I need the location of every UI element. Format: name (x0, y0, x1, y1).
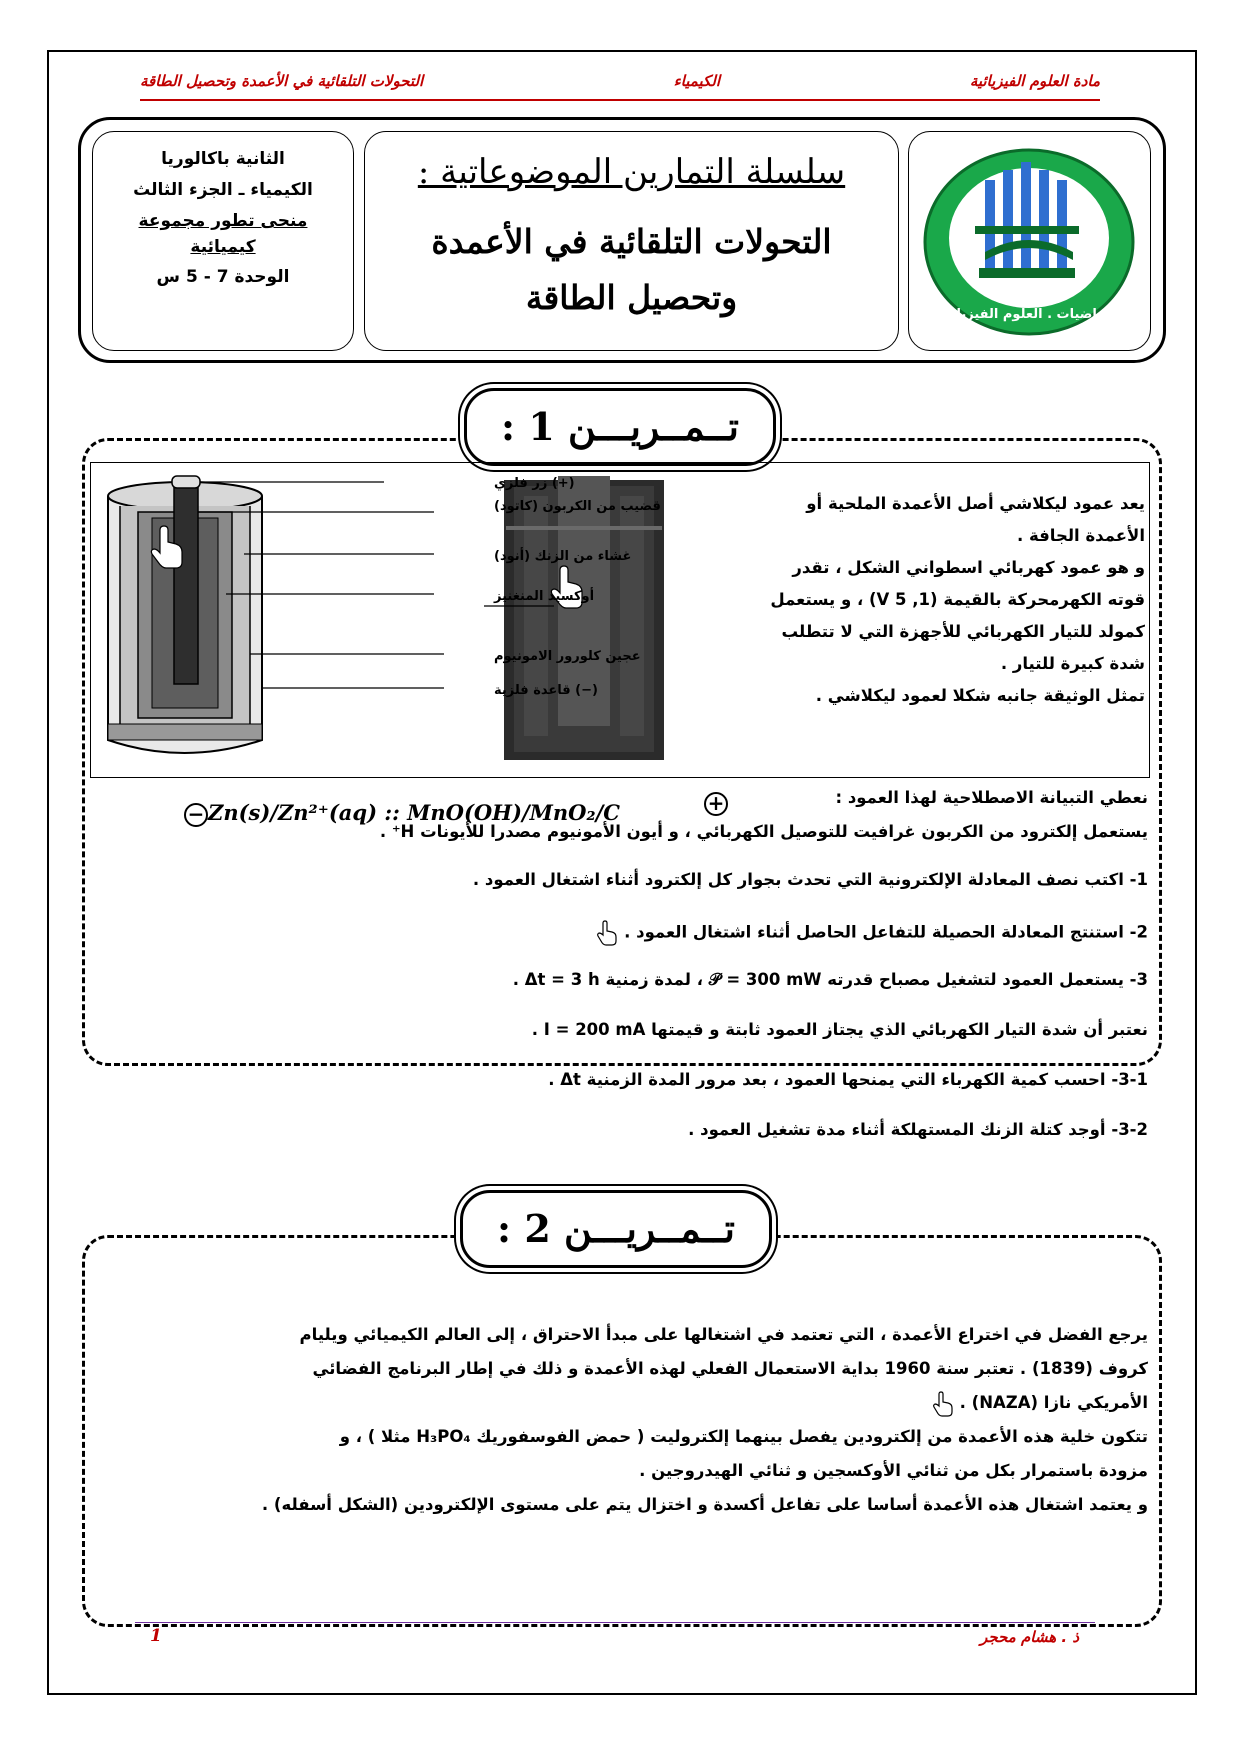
label-carbon-rod: قضيب من الكربون (كاتود) (494, 499, 661, 514)
series-title: سلسلة التمارين الموضوعاتية : (417, 152, 846, 192)
exercise2-title: تــمــريـــن 2 : (460, 1190, 772, 1268)
hand-cursor-icon (596, 920, 618, 946)
question-3-note: نعتبر أن شدة التيار الكهربائي الذي يجتاز العمود ثابتة و قيمتها I = 200 mA . (531, 1020, 1148, 1039)
header-rule (140, 99, 1100, 101)
intro-line: تمثل الوثيقة جانبه شكلا لعمود ليكلاشي . (815, 686, 1145, 705)
footer-author: ذ . هشام محجر (980, 1628, 1079, 1646)
exercise1-intro (705, 488, 1145, 712)
intro-line: قوته الكهرمحركة بالقيمة (1, 5 V) ، و يستعمل (770, 590, 1145, 609)
label-zinc-casing: غشاء من الزنك (أنود) (494, 549, 632, 564)
cell-photo (504, 476, 664, 760)
question-3-2: 3-2- أوجد كتلة الزنك المستهلكة أثناء مدة تشغيل العمود . (688, 1120, 1148, 1139)
exercise2-line: مزودة باستمرار بكل من ثنائي الأوكسجين و ثنائي الهيدروجين . (639, 1461, 1148, 1480)
question-2: 2- استنتج المعادلة الحصيلة للتفاعل الحاصل أثناء اشتغال العمود . (596, 920, 1148, 946)
exercise2-line: كروف (1839) . تعتبر سنة 1960 بداية الاستعمال الفعلي لهذه الأعمدة و ذلك في إطار البرنامج الفضائي (312, 1359, 1148, 1378)
info-part: الكيمياء ـ الجزء الثالث (133, 180, 313, 200)
exercise2-text (108, 1318, 1148, 1522)
hand-cursor-icon (932, 1391, 954, 1417)
logo-ring-text: الرياضيات . العلوم الفيزيائية (938, 307, 1120, 322)
top-header (140, 72, 1100, 96)
info-axis: منحى تطور مجموعة كيميائية (138, 211, 308, 257)
label-nh4cl-paste: عجين كلورور الامونيوم (494, 649, 641, 664)
exercise1-title: تــمــريـــن 1 : (464, 388, 776, 466)
intro-line: و هو عمود كهربائي اسطواني الشكل ، تقدر (792, 558, 1145, 577)
series-subtitle: التحولات التلقائية في الأعمدة وتحصيل الطاقة (431, 222, 832, 317)
school-logo-icon (915, 140, 1143, 344)
header-branch: الكيمياء (673, 72, 720, 90)
exercise2-line: و يعتمد اشتغال هذه الأعمدة أساسا على تفاعل أكسدة و اختزال يتم على مستوى الإلكترودين (الشكل أسفله) . (261, 1495, 1148, 1514)
exercise2-line: يرجع الفضل في اختراع الأعمدة ، التي تعتمد في اشتغالها على مبدأ الاحتراق ، إلى العالم الكيميائي ويليام (299, 1325, 1148, 1344)
cutaway-diagram (108, 476, 262, 753)
exercise2-line: تتكون خلية هذه الأعمدة من إلكترودين يفصل بينهما إلكتروليت ( حمض الفوسفوريك H₃PO₄ مثلا ) ، و (339, 1427, 1148, 1446)
intro-line: يعد عمود ليكلاشي أصل الأعمدة الملحية أو (806, 494, 1145, 513)
intro-line: كمولد للتيار الكهربائي للأجهزة التي لا تتطلب (781, 622, 1145, 641)
footer-rule (135, 1622, 1095, 1623)
intro-line: الأعمدة الجافة . (1016, 526, 1145, 545)
plus-sign-icon: + (704, 792, 728, 816)
label-plus-terminal: (+) زر فلزي (494, 476, 575, 491)
logo-box (908, 131, 1151, 351)
label-mno2: أوكسيد المنغنيز (494, 589, 595, 604)
label-minus-base: (−) قاعدة فلزية (494, 683, 598, 698)
minus-sign-icon: − (184, 803, 208, 827)
electrode-line: يستعمل إلكترود من الكربون غرافيت للتوصيل الكهربائي ، و أيون الأمونيوم مصدرا للأيونات H⁺ . (379, 822, 1148, 841)
notation-intro: نعطي التبيانة الاصطلاحية لهذا العمود : (835, 788, 1148, 807)
info-level: الثانية باكالوريا (161, 149, 285, 169)
question-3: 3- يستعمل العمود لتشغيل مصباح قدرته 𝒫 = 300 mW ، لمدة زمنية Δt = 3 h . (512, 970, 1148, 989)
info-box (92, 131, 354, 351)
cell-notation: Zn(s)/Zn²⁺(aq) :: MnO(OH)/MnO₂/C (208, 800, 621, 825)
question-1: 1- اكتب نصف المعادلة الإلكترونية التي تحدث بجوار كل إلكترود أثناء اشتغال العمود . (472, 870, 1148, 889)
intro-line: شدة كبيرة للتيار . (1000, 654, 1145, 673)
info-unit: الوحدة 7 - 5 س (156, 267, 290, 287)
exercise2-line-naza: الأمريكي نازا (NAZA) . (108, 1386, 1148, 1420)
leclanche-cell-figure (94, 466, 694, 772)
title-box (364, 131, 899, 351)
question-3-1: 3-1- احسب كمية الكهرباء التي يمنحها العمود ، بعد مرور المدة الزمنية Δt . (548, 1070, 1148, 1089)
header-topic: التحولات التلقائية في الأعمدة وتحصيل الطاقة (140, 72, 424, 90)
header-subject: مادة العلوم الفيزيائية (969, 72, 1100, 90)
page-number: 1 (150, 1626, 162, 1646)
